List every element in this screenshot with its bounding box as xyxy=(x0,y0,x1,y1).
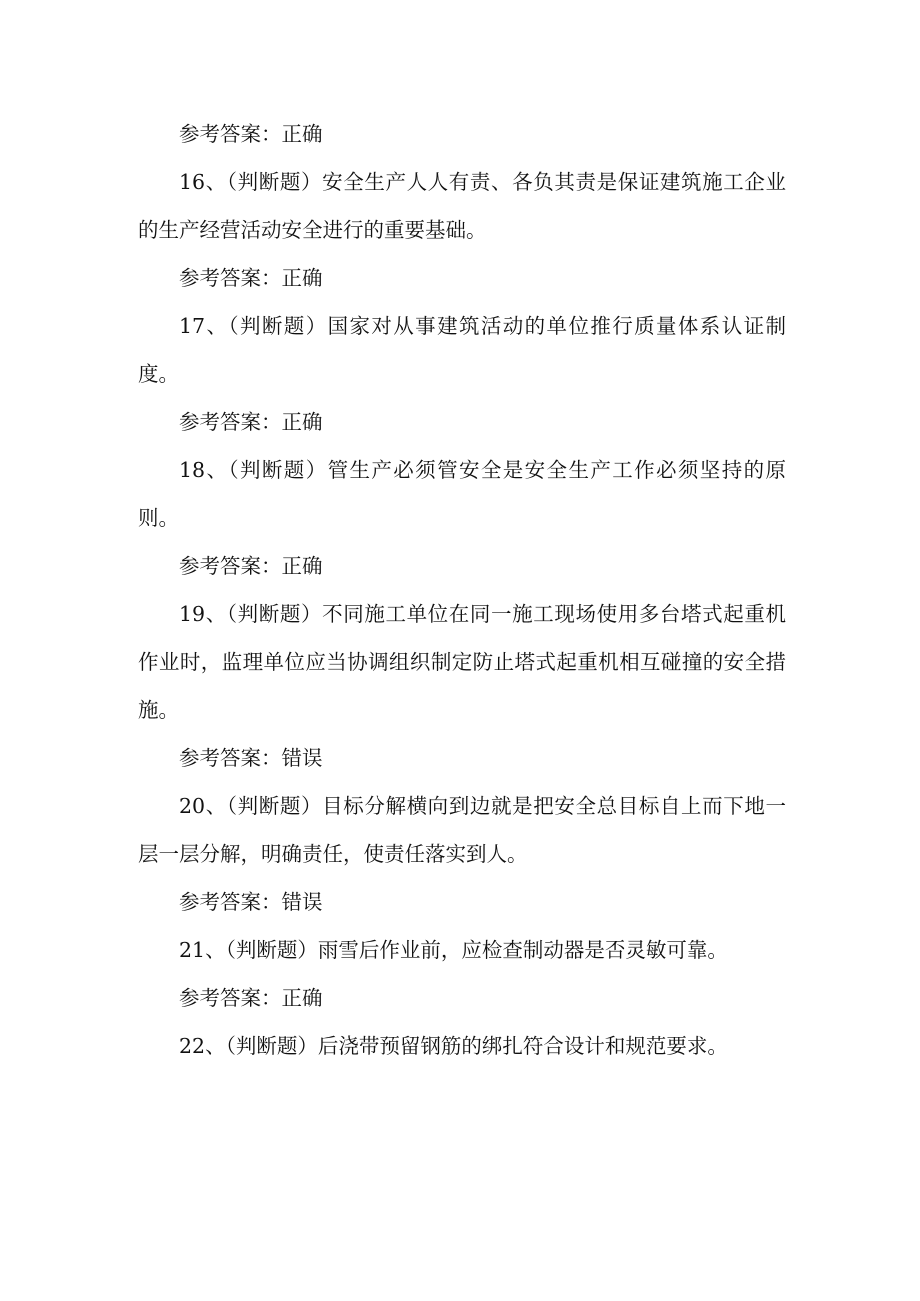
answer-label: 参考答案： xyxy=(179,746,282,770)
question-17: 17、（判断题）国家对从事建筑活动的单位推行质量体系认证制度。 xyxy=(138,314,786,386)
answer-value: 错误 xyxy=(281,890,323,914)
answer-value: 正确 xyxy=(281,554,323,578)
answer-line xyxy=(138,254,786,302)
answer-value: 错误 xyxy=(281,746,323,770)
question-16: 16、（判断题）安全生产人人有责、各负其责是保证建筑施工企业的生产经营活动安全进行的重要基础。 xyxy=(138,170,786,242)
answer-label: 参考答案： xyxy=(179,554,282,578)
answer-label: 参考答案： xyxy=(179,986,282,1010)
question-19: 19、（判断题）不同施工单位在同一施工现场使用多台塔式起重机作业时，监理单位应当协调组织制定防止塔式起重机相互碰撞的安全措施。 xyxy=(138,602,786,722)
question-18: 18、（判断题）管生产必须管安全是安全生产工作必须坚持的原则。 xyxy=(138,458,786,530)
answer-value: 正确 xyxy=(281,410,323,434)
answer-line xyxy=(138,734,786,782)
question-22: 22、（判断题）后浇带预留钢筋的绑扎符合设计和规范要求。 xyxy=(179,1034,728,1058)
answer-label: 参考答案： xyxy=(179,266,282,290)
answer-value: 正确 xyxy=(281,986,323,1010)
answer-value: 正确 xyxy=(281,266,323,290)
answer-line xyxy=(138,110,786,158)
answer-line xyxy=(138,398,786,446)
answer-label: 参考答案： xyxy=(179,890,282,914)
answer-label: 参考答案： xyxy=(179,410,282,434)
answer-line xyxy=(138,542,786,590)
answer-line xyxy=(138,878,786,926)
question-20: 20、（判断题）目标分解横向到边就是把安全总目标自上而下地一层一层分解，明确责任，使责任落实到人。 xyxy=(138,794,786,866)
answer-label: 参考答案： xyxy=(179,122,282,146)
answer-line xyxy=(138,974,786,1022)
question-21: 21、（判断题）雨雪后作业前，应检查制动器是否灵敏可靠。 xyxy=(179,938,728,962)
document-body xyxy=(138,110,786,1070)
answer-value: 正确 xyxy=(281,122,323,146)
